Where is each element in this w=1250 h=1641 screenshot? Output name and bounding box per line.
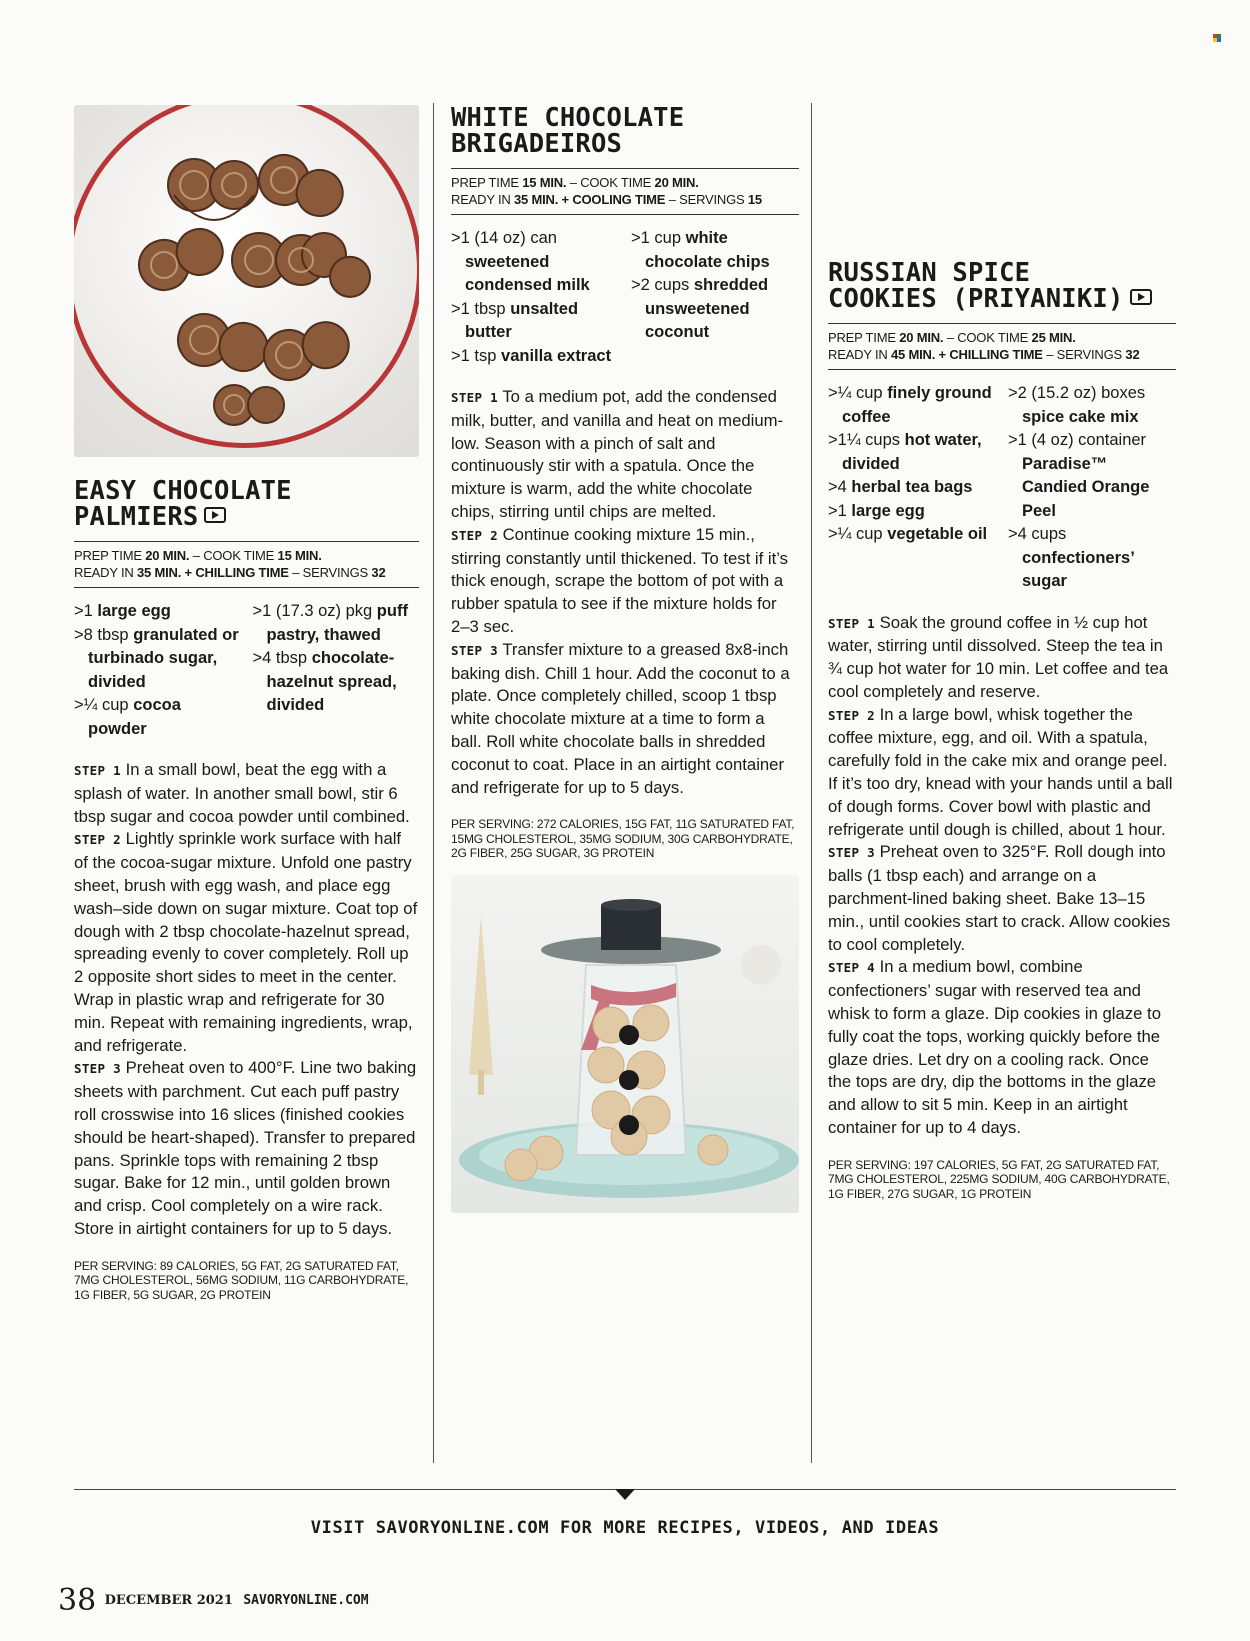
step: STEP 1 Soak the ground coffee in ½ cup hot water, stirring until dissolved. Steep the tea in ¾ cup hot water for 10 min. Let coffee and tea cool completely and reserve. <box>828 612 1169 701</box>
ingredient: >1 large egg <box>828 501 925 520</box>
palmiers-nutrition: PER SERVING: 89 CALORIES, 5G FAT, 2G SATURATED FAT, 7MG CHOLESTEROL, 56MG SODIUM, 11G CARBOHYDRATE, 1G FIBER, 5G SUGAR, 2G PROTEIN <box>74 1258 409 1302</box>
palmiers-steps <box>74 759 419 1241</box>
step: STEP 2 In a large bowl, whisk together the coffee mixture, egg, and oil. With a spatula, carefully fold in the cake mix and orange peel. If it’s too dry, knead with your hands until a ball of dough forms. Cover bowl with plastic and refrigerate until dough is chilled, about 1 hour. <box>828 704 1173 839</box>
ingredient: >1 large egg <box>74 602 171 620</box>
brigadeiros-recipe <box>451 105 799 1213</box>
ingredient: >1 tsp vanilla extract <box>451 346 612 365</box>
ingredients-col-left <box>828 382 996 594</box>
ingredient: >2 (15.2 oz) boxes spice cake mix <box>1008 384 1146 426</box>
play-video-icon[interactable] <box>1130 289 1152 305</box>
ingredient: >1 cup white chocolate chips <box>631 229 770 271</box>
ingredient: >4 herbal tea bags <box>828 478 973 496</box>
priyaniki-time-info: PREP TIME 20 MIN. – COOK TIME 25 MIN. READY IN 45 MIN. + CHILLING TIME – SERVINGS 32 <box>828 323 1176 370</box>
step: STEP 3 Transfer mixture to a greased 8x8-inch baking dish. Chill 1 hour. Add the coconut to a plate. Once completely chilled, scoop 1 tbsp white chocolate mixture at a time to form a ball. Roll white chocolate balls in shredded coconut to coat. Place in an airtight container and refrigerate for up to 5 days. <box>451 639 790 797</box>
brigadeiros-ingredients <box>451 227 799 368</box>
ingredient: >1 tbsp unsalted butter <box>451 299 579 341</box>
column-divider-right <box>811 103 812 1463</box>
palmiers-recipe <box>74 105 419 1302</box>
ingredient: >1¼ cups hot water, divided <box>828 431 982 473</box>
step: STEP 1 In a small bowl, beat the egg with a splash of water. In another small bowl, stir 6 tbsp sugar and cocoa powder until combined. <box>74 760 410 826</box>
ingredient: >¼ cup cocoa powder <box>74 696 181 738</box>
palmiers-time-info: PREP TIME 20 MIN. – COOK TIME 15 MIN. READY IN 35 MIN. + CHILLING TIME – SERVINGS 32 <box>74 541 419 588</box>
step: STEP 3 Preheat oven to 325°F. Roll dough into balls (1 tbsp each) and arrange on a parchment-lined baking sheet. Bake 13–15 min., until cookies start to crack. Allow cookies to cool completely. <box>828 842 1171 954</box>
step: STEP 3 Preheat oven to 400°F. Line two baking sheets with parchment. Cut each puff pastry roll crosswise into 16 slices (finished cookies should be heart-shaped). Transfer to prepared pans. Sprinkle tops with remaining 2 tbsp sugar. Bake for 12 min., until golden brown and crisp. Cool completely on a wire rack. Store in airtight containers for up to 5 days. <box>74 1058 417 1238</box>
priyaniki-title: RUSSIAN SPICE COOKIES (PRIYANIKI) <box>828 260 1176 312</box>
priyaniki-nutrition: PER SERVING: 197 CALORIES, 5G FAT, 2G SATURATED FAT, 7MG CHOLESTEROL, 225MG SODIUM, 40G CARBOHYDRATE, 1G FIBER, 27G SUGAR, 1G PROTEIN <box>828 1157 1170 1201</box>
ingredients-col-left <box>74 600 241 741</box>
ingredient: >2 cups shredded unsweetened coconut <box>631 276 769 341</box>
ingredient: >4 cups confectioners’ sugar <box>1008 525 1134 590</box>
down-triangle-icon <box>615 1489 635 1500</box>
brigadeiros-photo <box>451 875 799 1213</box>
ingredients-col-left <box>451 227 619 368</box>
brigadeiros-time-info: PREP TIME 15 MIN. – COOK TIME 20 MIN. READY IN 35 MIN. + COOLING TIME – SERVINGS 15 <box>451 168 799 215</box>
priyaniki-steps <box>828 612 1176 1140</box>
ingredient: >4 tbsp chocolate-hazelnut spread, divided <box>252 649 397 714</box>
page-folio <box>58 1583 369 1618</box>
brigadeiros-steps <box>451 386 799 799</box>
ingredients-col-right <box>1008 382 1176 594</box>
ingredient: >1 (4 oz) container Paradise™ Candied Orange Peel <box>1008 431 1150 520</box>
ingredient: >¼ cup finely ground coffee <box>828 384 992 426</box>
ingredients-col-right <box>253 600 420 741</box>
visit-website-banner[interactable]: VISIT SAVORYONLINE.COM FOR MORE RECIPES, VIDEOS, AND IDEAS <box>310 1518 940 1538</box>
step: STEP 1 To a medium pot, add the condensed milk, butter, and vanilla and heat on medium-low. Season with a pinch of salt and continuously stir with a spatula. Once the mixture is warm, add the white chocolate chips, stirring until chips are melted. <box>451 387 784 521</box>
brigadeiros-nutrition: PER SERVING: 272 CALORIES, 15G FAT, 11G SATURATED FAT, 15MG CHOLESTEROL, 35MG SODIUM, 30G CARBOHYDRATE, 2G FIBER, 25G SUGAR, 3G PROTEIN <box>451 817 795 861</box>
step: STEP 4 In a medium bowl, combine confectioners’ sugar with reserved tea and whisk to form a glaze. Dip cookies in glaze to fully coat the tops, working quickly before the glaze dries. Let dry on a cooling rack. Once the tops are dry, dip the bottoms in the glaze and allow to sit 5 min. Keep in an airtight container for up to 4 days. <box>828 957 1161 1138</box>
priyaniki-recipe <box>828 260 1176 1201</box>
site-url[interactable]: SAVORYONLINE.COM <box>243 1593 369 1608</box>
page-number: 38 <box>58 1583 97 1618</box>
column-divider-left <box>433 103 434 1463</box>
issue-date: DECEMBER 2021 <box>104 1593 233 1608</box>
palmiers-title: EASY CHOCOLATE PALMIERS <box>74 476 292 532</box>
priyaniki-ingredients <box>828 382 1176 594</box>
ingredient: >1 (14 oz) can sweetened condensed milk <box>451 229 590 294</box>
ingredient: >8 tbsp granulated or turbinado sugar, divided <box>74 625 239 691</box>
ingredient: >¼ cup vegetable oil <box>828 525 988 543</box>
step: STEP 2 Continue cooking mixture 15 min., stirring constantly until thickened. To test if it’s thick enough, scrape the bottom of pot with a rubber spatula to see if the mixture holds for 2–3 sec. <box>451 524 788 636</box>
brigadeiros-title: WHITE CHOCOLATE BRIGADEIROS <box>451 103 685 159</box>
play-video-icon[interactable] <box>204 507 226 523</box>
step: STEP 2 Lightly sprinkle work surface with half of the cocoa-sugar mixture. Unfold one pastry sheet, brush with egg wash, and place egg wash–side down on sugar mixture. Coat top of dough with 2 tbsp chocolate-hazelnut spread, spreading evenly to cover completely. Roll up 2 opposite short sides to meet in the center. Wrap in plastic wrap and refrigerate for 30 min. Repeat with remaining ingredients, wrap, and refrigerate. <box>74 829 418 1055</box>
ingredients-col-right <box>631 227 799 368</box>
palmiers-ingredients <box>74 600 419 741</box>
ingredient: >1 (17.3 oz) pkg puff pastry, thawed <box>252 602 408 644</box>
palmiers-photo <box>74 105 419 457</box>
color-registration-mark <box>1213 34 1221 42</box>
